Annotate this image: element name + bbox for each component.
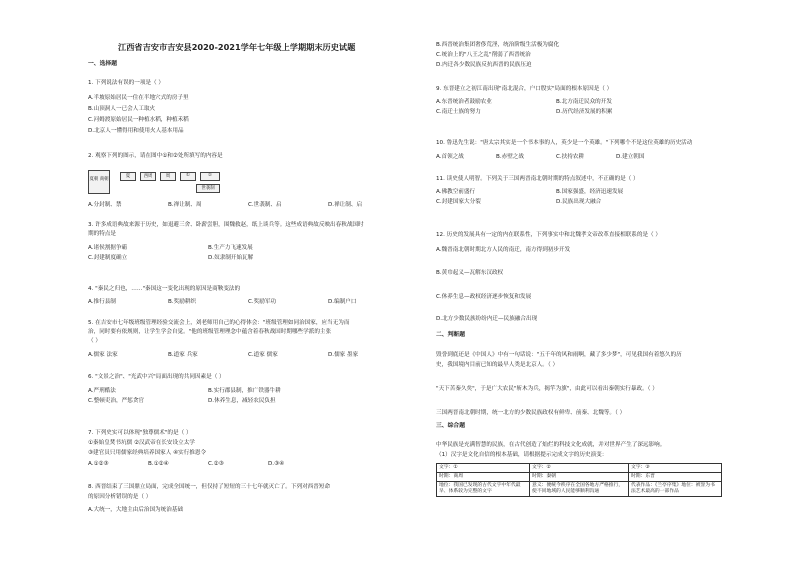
- diagram-box-xizhou: 西周: [140, 172, 156, 181]
- q11-stem: 11. 读史使人明智。下列关于三国两晋南北朝时期的特点叙述中，不正确的是（ ）: [436, 176, 639, 182]
- q2-option-d: D.禅让制、启: [328, 202, 363, 208]
- table-row: [437, 482, 722, 497]
- q12-option-a: A.魏晋南北朝时期北方人民的南迁，南方得到初步开发: [436, 247, 571, 253]
- diagram-box-xia-shang: 夏朝 商朝: [88, 170, 110, 194]
- q4-option-b: B.奖励耕织: [168, 299, 196, 305]
- q1-option-d: D.北京人一懂得用和使用火人基本用品: [88, 128, 184, 134]
- q2-option-a: A.分封制、禁: [88, 202, 122, 208]
- q8-option-d: D.内迁各少数民族反抗西晋的民族压迫: [436, 62, 532, 68]
- table-cell: 意义：便统今秩序在全国各地方严格推行，使不同地域的人民能够顺利沟通: [530, 482, 629, 497]
- q8-option-a: A.大统一，大地主由后治国为统治基础: [88, 507, 184, 513]
- q10-option-a: A.首领之战: [436, 154, 464, 160]
- writing-table: [436, 463, 722, 497]
- q2-diagram: [88, 170, 220, 194]
- table-cell: 时期：商周: [437, 473, 530, 482]
- table-row: [437, 464, 722, 473]
- q5-stem-3: （ ）: [88, 338, 101, 344]
- q3-stem-2: 期的特点是: [88, 231, 116, 237]
- q6-option-d: D.休养生息，减轻农民负担: [208, 398, 276, 404]
- q4-stem: 4. "秦民之归也，……"秦国这一变化出现的原因是商鞅变法的: [88, 286, 241, 292]
- q7-option-b: B.①②④: [148, 461, 169, 467]
- q6-option-c: C.整顿吏治，严惩贪官: [88, 398, 145, 404]
- q9-option-d: D.历代经济发展的积累: [556, 109, 613, 115]
- table-cell: 文字：③: [628, 464, 721, 473]
- q3-option-c: C.封建制度确立: [88, 255, 128, 261]
- q1-option-b: B.山顶洞人一已会人工取火: [88, 106, 156, 112]
- table-cell: 文字：②: [530, 464, 629, 473]
- table-cell: 文字：①: [437, 464, 530, 473]
- q7-option-c: C.②③: [208, 461, 224, 467]
- q9-option-a: A.东晋统治者鼓励农业: [436, 99, 492, 105]
- q12-stem: 12. 历史的发展具有一定的内在联系性，下列事实中和北魏孝文帝改革直接相联系的是（ ）: [436, 232, 662, 238]
- q8-option-c: C.统治上的"八王之乱"削弱了西晋统治: [436, 52, 531, 58]
- q1-option-c: C.河姆渡原始居民一种植水稻，种植禾稻: [88, 117, 189, 123]
- judge2-line1: "天下苦秦久矣"，于是广大农民"斩木为兵，揭竿为旗"，由此可以看出秦朝实行暴政。（ ）: [436, 386, 658, 392]
- q6-option-b: B.实行郡县制，推广铁器牛耕: [208, 388, 281, 394]
- q10-option-c: C.扶持农耕: [556, 154, 585, 160]
- q5-option-b: B.道家 兵家: [168, 352, 198, 358]
- q11-option-d: D.民族出现大融合: [556, 199, 602, 205]
- q5-option-c: C.道家 儒家: [248, 352, 278, 358]
- q2-option-c: C.世袭制、启: [248, 202, 282, 208]
- table-cell: 时期：秦朝: [530, 473, 629, 482]
- q4-option-c: C.奖励军功: [248, 299, 277, 305]
- q10-option-d: D.建立朝国: [616, 154, 645, 160]
- judge1-line2: 史，我国境内目前已知的最早人类是北京人。（ ）: [436, 362, 559, 368]
- table-cell: 时期：东晋: [628, 473, 721, 482]
- diagram-box-2: ②: [200, 172, 220, 181]
- section-comprehensive: 三、综合题: [436, 423, 465, 429]
- q7-items-1: ①秦始皇焚书坑儒 ②汉武帝在长安设立太学: [88, 440, 195, 446]
- q7-stem: 7. 下列史实可以体现"独尊儒术"的是（ ）: [88, 430, 192, 436]
- q3-option-b: B.生产力飞速发展: [208, 245, 253, 251]
- table-cell: 地位：我国已发现的古代文字中年代最早、体系较为完整的文字: [437, 482, 530, 497]
- q10-stem: 10. 鲁迅先生说："唐太宗其实是一个书本事的人，英少是一个英雄。"下列哪个不是这位英雄的历史活动: [436, 140, 693, 146]
- table-cell: 代表作品：《兰亭序集》地位：被誉为书法艺术最高的一部作品: [628, 482, 721, 497]
- q6-option-a: A.严刑酷法: [88, 388, 116, 394]
- q7-items-2: ③建官员只用儒家经典培养国家人 ④实行推恩令: [88, 450, 207, 456]
- q6-stem: 6. "文景之治"、"光武中兴"局面出现的共同因素是（ ）: [88, 374, 225, 380]
- section-choice: 一、选择题: [88, 61, 117, 67]
- comp1-line2: （1）汉字是文化自信的根本基础，请根据提示完成文字的历史演变：: [436, 452, 608, 458]
- judge3-line1: 三国两晋南北朝时期，统一北方的少数民族政权有鲜卑、前秦、北魏等。（ ）: [436, 410, 626, 416]
- judge1-line1: 毁誉到底还是《中国人》中有一句话说："五千年的风和雨啊，藏了多少梦"，可见我国有着悠久的历: [436, 352, 682, 358]
- q12-option-b: B.黄巾起义—瓦解东汉政权: [436, 270, 504, 276]
- q11-option-b: B.国家强盛，经济迅速发展: [556, 189, 624, 195]
- q9-stem: 9. 东晋建立之初江南出现"南北混合，户口殷实"局面的根本原因是（ ）: [436, 86, 613, 92]
- section-judgement: 二、判断题: [436, 332, 465, 338]
- diagram-box-zhou: 周: [160, 172, 176, 181]
- q4-option-a: A.推行县制: [88, 299, 116, 305]
- exam-title: 江西省吉安市吉安县2020-2021学年七年级上学期期末历史试题: [118, 42, 356, 52]
- diagram-box-hereditary: 世袭制: [196, 184, 220, 193]
- q2-option-b: B.禅让制、周: [168, 202, 202, 208]
- q5-stem: 5. 在吉安市七年级班级管理经验交流会上，刘老师用自己的心得体会："班级管理如同治国家，应当无为而: [88, 320, 350, 326]
- q2-stem: 2. 观察下列的图示，请在图中①和②处所填写的内容是: [88, 153, 223, 159]
- q8-stem: 8. 西晋结束了三国鼎立局面，完成全国统一，但仅持了短短的三十七年就灭亡了。下列对西晋短命: [88, 484, 331, 490]
- q12-option-c: C.休养生息—政权经济逐步恢复和发展: [436, 294, 532, 300]
- q11-option-a: A.佛教空前盛行: [436, 189, 476, 195]
- q1-stem: 1. 下列说法有误的一项是（ ）: [88, 80, 165, 86]
- q12-option-d: D.北方少数民族纷纷内迁—民族融合出现: [436, 316, 538, 322]
- diagram-box-xia: 夏: [120, 172, 136, 181]
- q7-option-a: A.①②③: [88, 461, 109, 467]
- diagram-box-1: ①: [180, 172, 196, 181]
- q5-stem-2: 治，同时要有依规则，让学生学会自觉。"他的班级管理理念中蕴含着春秋战国时期哪些学派的主张: [88, 329, 332, 335]
- q7-option-d: D.③④: [268, 461, 285, 467]
- q3-stem: 3. 许多成语典故来源于历史，如退避三舍、卧薪尝胆，围魏救赵，纸上谈兵等。这些成语典故反映出春秋战国时: [88, 222, 364, 228]
- q4-option-d: D.编制户口: [328, 299, 357, 305]
- comp1-line1: 中华民族是充满智慧的民族，在古代创造了灿烂的科技文化成就，并对世界产生了深远影响。: [436, 442, 666, 448]
- q3-option-d: D.奴隶制开始瓦解: [208, 255, 254, 261]
- q9-option-b: B.北方南迁民众的开发: [556, 99, 612, 105]
- q8-stem-2: 的原因分析错误的是（ ）: [88, 494, 152, 500]
- q1-option-a: A.半坡原始居民一住在半地穴式的房子里: [88, 95, 189, 101]
- q11-option-c: C.封建国家大分裂: [436, 199, 481, 205]
- q10-option-b: B.赤壁之战: [496, 154, 524, 160]
- q9-option-c: C.南迁士族的努力: [436, 109, 481, 115]
- q8-option-b: B.西晋统治集团奢侈荒淫，统治阶级生活极为腐化: [436, 42, 560, 48]
- table-row: [437, 473, 722, 482]
- q5-option-d: D.儒家 墨家: [328, 352, 359, 358]
- q3-option-a: A.诸侯割据争霸: [88, 245, 128, 251]
- q5-option-a: A.儒家 法家: [88, 352, 118, 358]
